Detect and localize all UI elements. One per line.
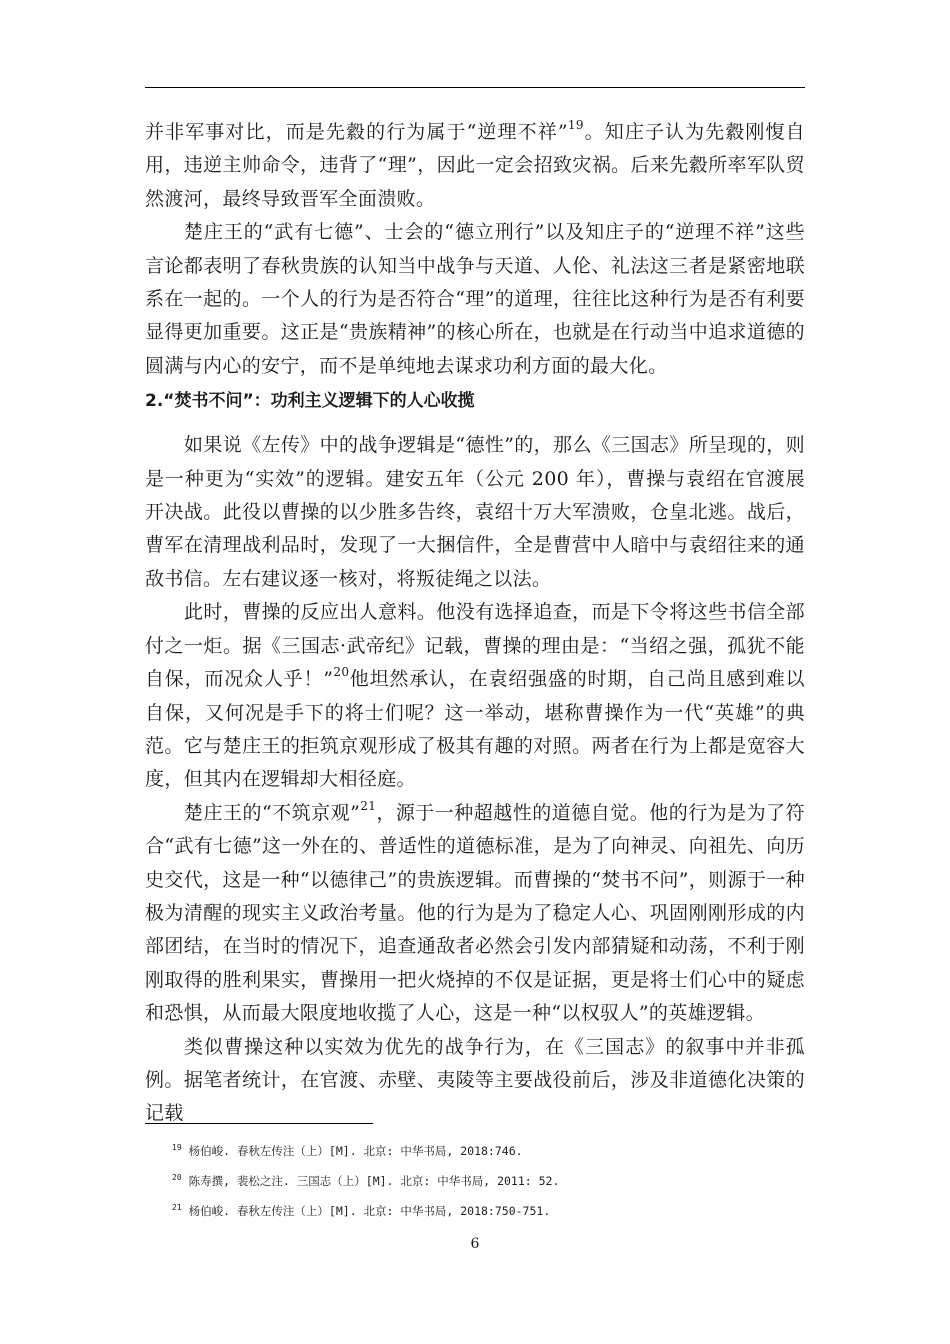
body-text (145, 116, 805, 1131)
footnote-text: 陈寿撰, 裴松之注. 三国志（上）[M]. 北京: 中华书局, 2011: 52. (188, 1174, 560, 1188)
footnote (172, 1200, 802, 1223)
header-rule (145, 87, 805, 88)
footnote-ref[interactable]: 20 (333, 665, 350, 680)
footnote-text: 杨伯峻. 春秋左传注（上）[M]. 北京: 中华书局, 2018:750-751. (188, 1204, 551, 1218)
paragraph-text: 他坦然承认，在袁绍强盛的时期，自己尚且感到难以自保，又何况是手下的将士们呢？这一举动，堪称曹操作为一代“英雄”的典范。它与楚庄王的拒筑京观形成了极其有趣的对照。两者在行为上都是宽容大度，但其内在逻辑却大相径庭。 (145, 668, 805, 791)
footnote-number: 21 (172, 1203, 182, 1212)
footnote-number: 20 (172, 1173, 182, 1182)
footnote-ref[interactable]: 19 (567, 118, 584, 132)
footnote-ref[interactable]: 21 (360, 798, 377, 813)
paragraph: 类似曹操这种以实效为优先的战争行为，在《三国志》的叙事中并非孤例。据笔者统计，在官渡、赤壁、夷陵等主要战役前后，涉及非道德化决策的记载 (145, 1035, 805, 1125)
footnote (172, 1170, 802, 1193)
footnote-number: 19 (172, 1143, 182, 1152)
paragraph: 如果说《左传》中的战争逻辑是“德性”的，那么《三国志》所呈现的，则是一种更为“实效”的逻辑。建安五年（公元 200 年），曹操与袁绍在官渡展开决战。此役以曹操的以少胜多告终，袁绍十万大军溃败，仓皇北逃。战后，曹军在清理战利品时，发现了一大捆信件，全是曹营中人暗中与袁绍往来的通敌书信。左右建议逐一核对，将叛徒绳之以法。 (145, 434, 805, 590)
page-number: 6 (470, 1236, 480, 1252)
paragraph-text: 楚庄王的“不筑京观” (184, 801, 361, 824)
paragraph-text: 。知庄子认为先縠刚愎自用，违逆主帅命令，违背了“理”，因此一定会招致灾祸。后来先縠所率军队贸然渡河，最终导致晋军全面溃败。 (145, 121, 805, 210)
paragraph: 楚庄王的“武有七德”、士会的“德立刑行”以及知庄子的“逆理不祥”这些言论都表明了春秋贵族的认知当中战争与天道、人伦、礼法这三者是紧密地联系在一起的。一个人的行为是否符合“理”的道理，往往比这种行为是否有利要显得更加重要。这正是“贵族精神”的核心所在，也就是在行动当中追求道德的圆满与内心的安宁，而不是单纯地去谋求功利方面的最大化。 (145, 221, 805, 377)
paragraph-continuation (145, 116, 805, 216)
paragraph-text: ，源于一种超越性的道德自觉。他的行为是为了符合“武有七德”这一外在的、普适性的道德标准，是为了向神灵、向祖先、向历史交代，这是一种“以德律己”的贵族逻辑。而曹操的“焚书不问”，则源于一种极为清醒的现实主义政治考量。他的行为是为了稳定人心、巩固刚刚形成的内部团结，在当时的情况下，追查通敌者必然会引发内部猜疑和动荡，不利于刚刚取得的胜利果实，曹操用一把火烧掉的不仅是证据，更是将士们心中的疑虑和恐惧，从而最大限度地收揽了人心，这是一种“以权驭人”的英雄逻辑。 (145, 801, 805, 1025)
footnote (172, 1140, 802, 1163)
footnote-text: 杨伯峻. 春秋左传注（上）[M]. 北京: 中华书局, 2018:746. (188, 1144, 523, 1158)
footnote-separator (145, 1123, 373, 1124)
paragraph (145, 797, 805, 1031)
paragraph-text: 并非军事对比，而是先縠的行为属于“逆理不祥” (145, 121, 568, 143)
paragraph (145, 596, 805, 796)
footnotes (172, 1140, 802, 1230)
paragraph-text: 此时，曹操的反应出人意料。他没有选择追查，而是下令将这些书信全部付之一炬。据《三国志·武帝纪》记载，曹操的理由是：“当绍之强，孤犹不能自保，而况众人乎！” (145, 601, 805, 691)
section-heading: 2.“焚书不问”：功利主义逻辑下的人心收揽 (145, 391, 475, 412)
